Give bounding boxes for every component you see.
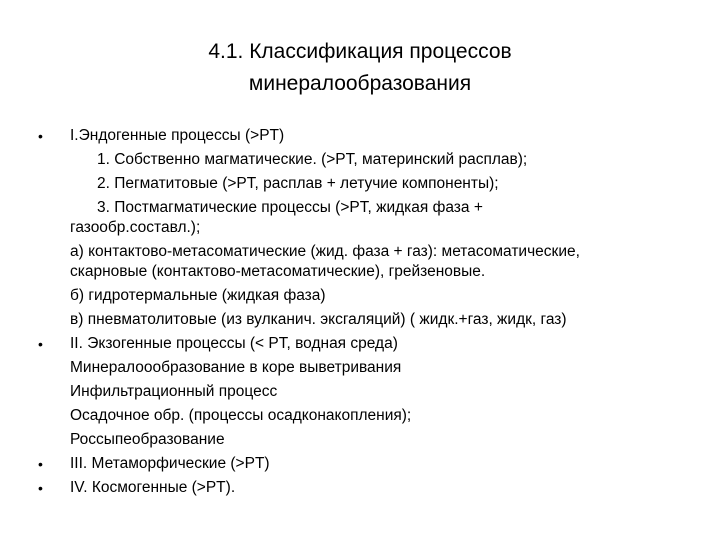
section-heading-metamorphic: III. Метаморфические (>PT) <box>70 455 270 472</box>
section-heading-exogenic: II. Экзогенные процессы (< PT, водная среда) <box>70 335 398 352</box>
list-item: б) гидротермальные (жидкая фаза) <box>70 287 326 304</box>
title-line-1: 4.1. Классификация процессов <box>208 40 512 63</box>
list-item: 1. Собственно магматические. (>PT, материнский расплав); <box>97 151 528 168</box>
bullet-icon: • <box>38 480 43 496</box>
list-item: газообр.составл.); <box>70 219 201 236</box>
section-heading-endogenic: I.Эндогенные процессы (>PT) <box>70 127 285 144</box>
list-item: в) пневматолитовые (из вулканич. эксгаляций) ( жидк.+газ, жидк, газ) <box>70 311 567 328</box>
list-item: скарновые (контактово-метасоматические), грейзеновые. <box>70 263 486 280</box>
list-item: Инфильтрационный процесс <box>70 383 278 400</box>
bullet-icon: • <box>38 336 43 352</box>
bullet-icon: • <box>38 456 43 472</box>
list-item: Россыпеобразование <box>70 431 225 448</box>
list-item: 2. Пегматитовые (>PT, расплав + летучие компоненты); <box>97 175 499 192</box>
list-item: а) контактово-метасоматические (жид. фаза + газ): метасоматические, <box>70 243 580 260</box>
bullet-icon: • <box>38 128 43 144</box>
title-line-2: минералообразования <box>248 72 472 95</box>
list-item: Осадочное обр. (процессы осадконакопления); <box>70 407 412 424</box>
slide-title <box>60 36 660 100</box>
list-item: Минералоообразование в коре выветривания <box>70 359 402 376</box>
list-item: 3. Постмагматические процессы (>PT, жидкая фаза + <box>97 199 483 216</box>
section-heading-cosmogenic: IV. Космогенные (>PT). <box>70 479 236 496</box>
